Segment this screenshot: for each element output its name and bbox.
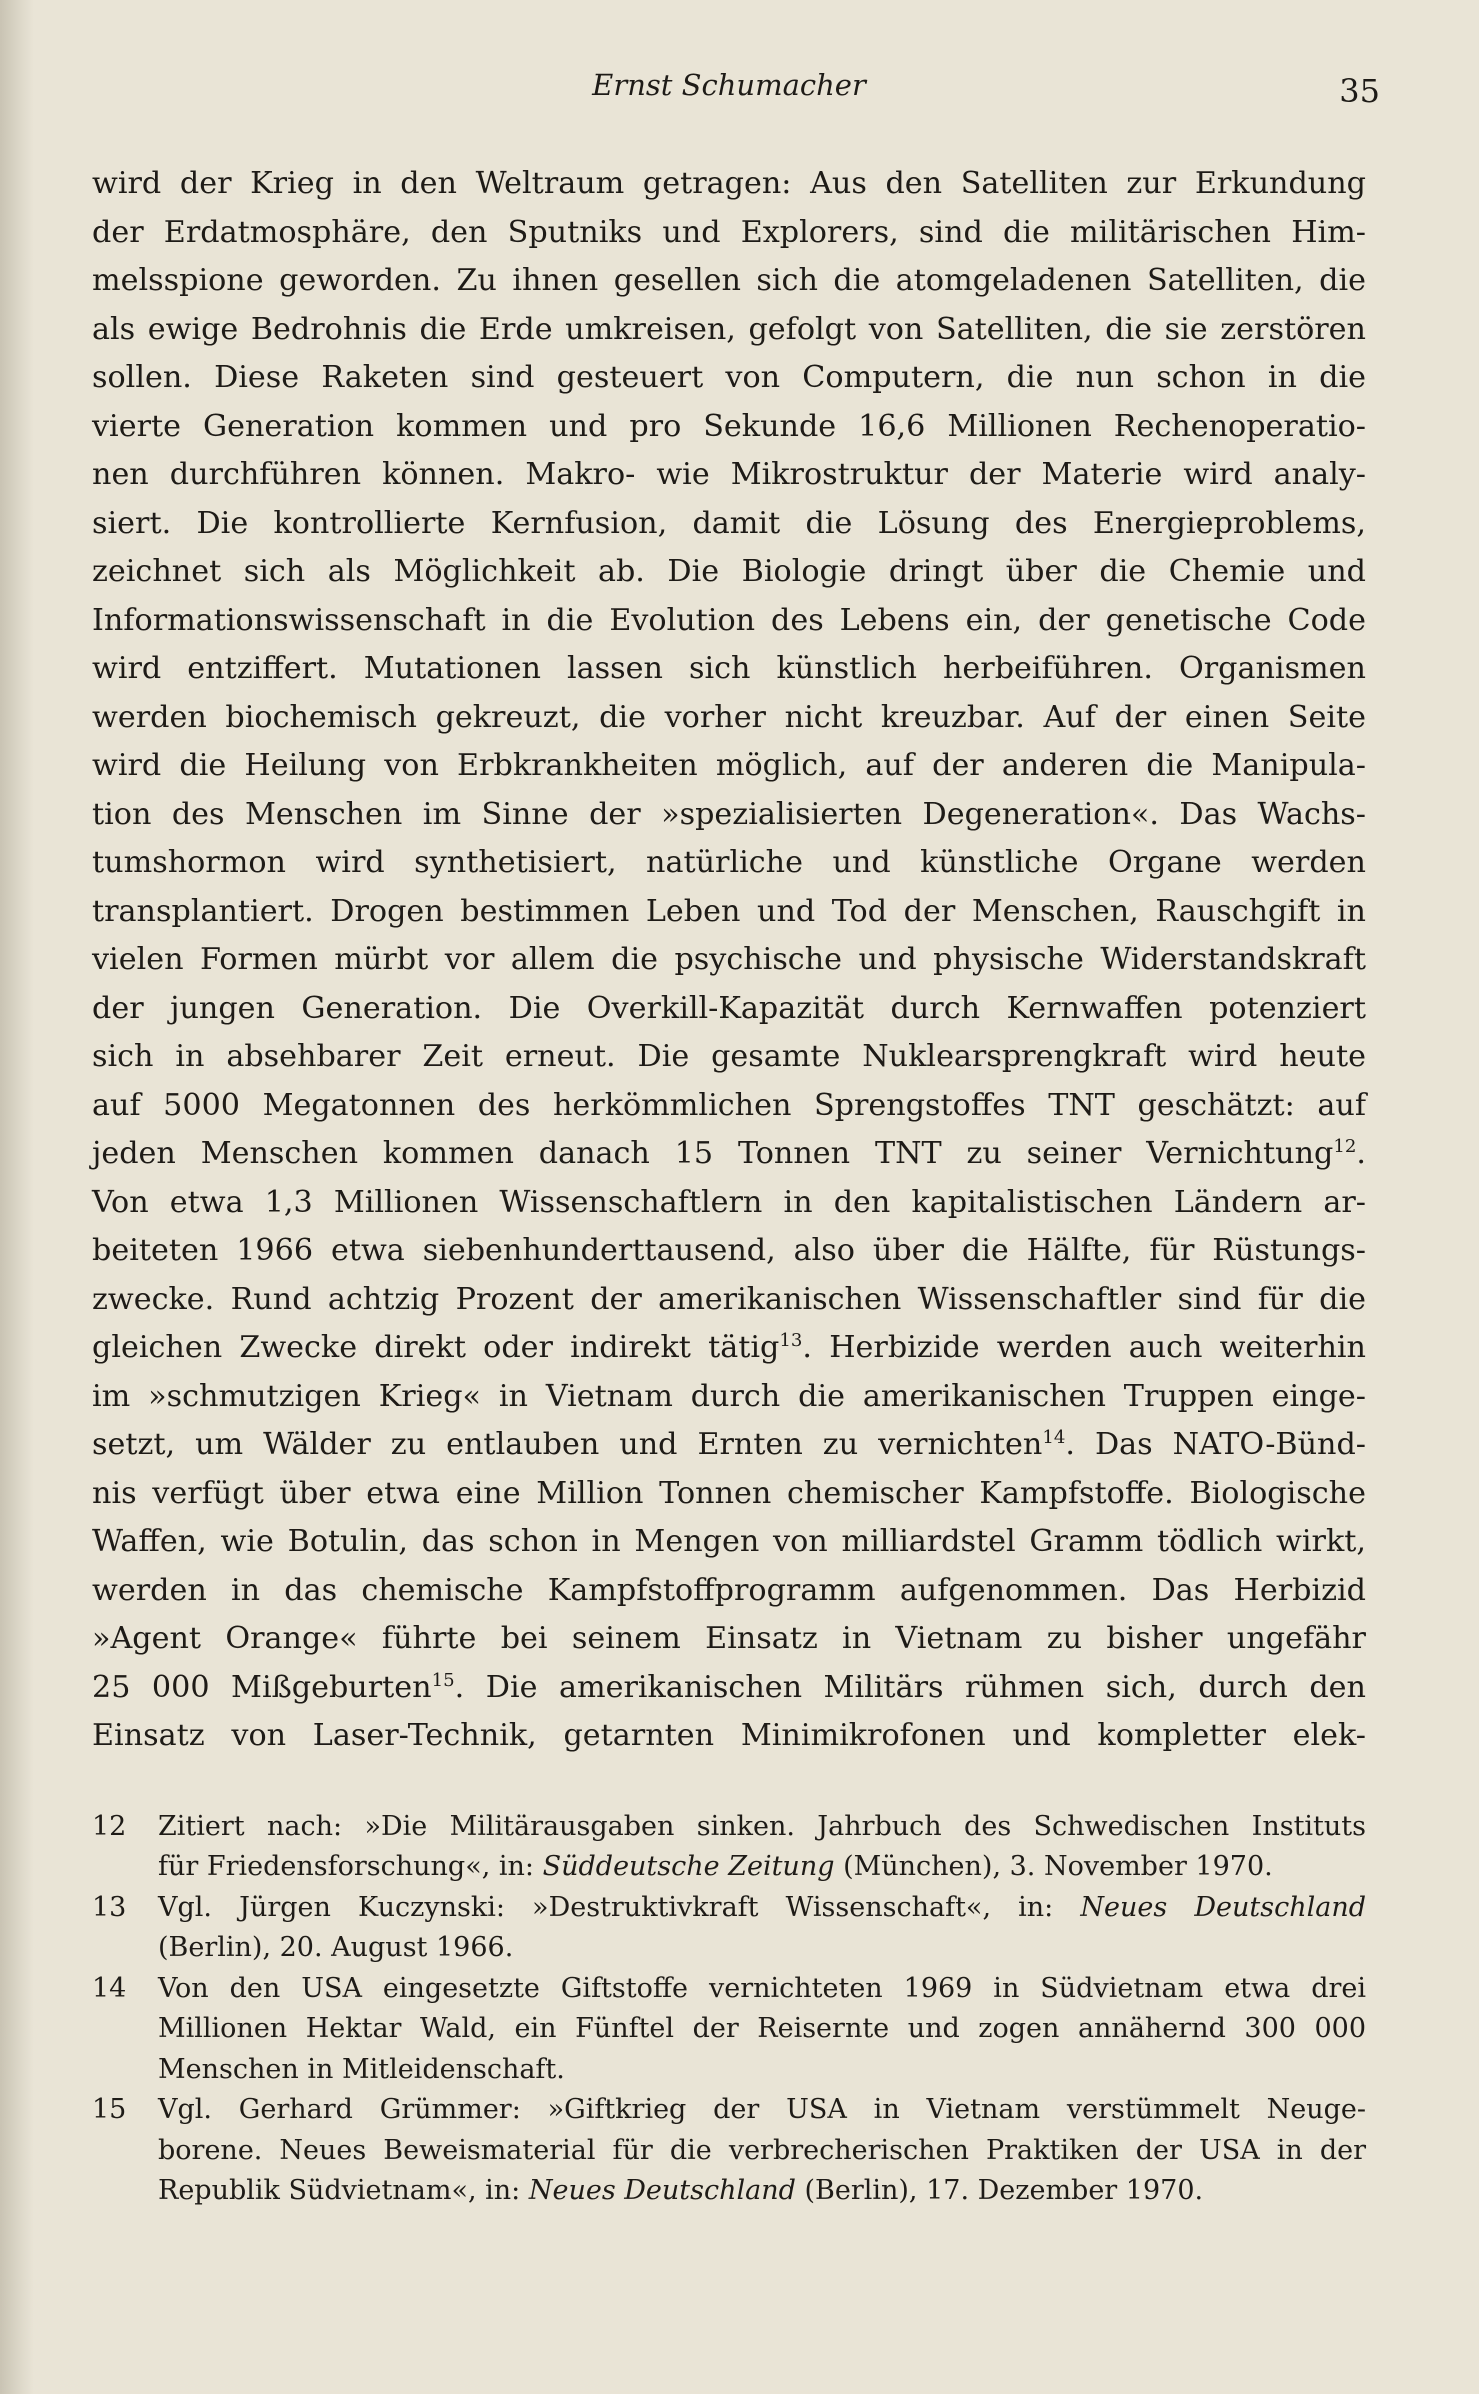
footnote-reference[interactable]: 13	[779, 1330, 803, 1352]
body-text	[92, 160, 1366, 1761]
footnote-line: Republik Südvietnam«, in: Neues Deutschland (Berlin), 17. Dezember 1970.	[158, 2175, 1204, 2206]
body-line	[92, 1179, 1366, 1228]
footnote-number: 15	[92, 2094, 127, 2125]
body-line-text: transplantiert. Drogen bestimmen Leben und Tod der Menschen, Rauschgift in	[92, 893, 1366, 929]
body-line	[92, 1033, 1366, 1082]
running-head: Ernst Schumacher	[592, 68, 866, 102]
body-line-text: auf 5000 Megatonnen des herkömmlichen Sprengstoffes TNT geschätzt: auf	[92, 1087, 1366, 1123]
body-line	[92, 1082, 1366, 1131]
body-line-text: werden biochemisch gekreuzt, die vorher nicht kreuzbar. Auf der einen Seite	[92, 699, 1366, 735]
footnote	[92, 1807, 1366, 1888]
body-line	[92, 1664, 1366, 1713]
body-line	[92, 257, 1366, 306]
body-line-text: wird die Heilung von Erbkrankheiten möglich, auf der anderen die Manipula-	[92, 748, 1366, 783]
body-line-text: sich in absehbarer Zeit erneut. Die gesamte Nuklearsprengkraft wird heute	[92, 1039, 1366, 1074]
body-line-text: 25 000 Mißgeburten	[92, 1669, 432, 1705]
footnote-text	[158, 2090, 1366, 2212]
book-page	[92, 60, 1380, 2212]
body-line-text: melsspione geworden. Zu ihnen gesellen sich die atomgeladenen Satelliten, die	[92, 263, 1366, 298]
body-line	[92, 1227, 1366, 1276]
body-line	[92, 936, 1366, 985]
body-line-text: beiteten 1966 etwa siebenhunderttausend, also über die Hälfte, für Rüstungs-	[92, 1233, 1366, 1268]
body-line-text: nis verfügt über etwa eine Million Tonnen chemischer Kampfstoffe. Biologische	[92, 1475, 1366, 1511]
body-line	[92, 645, 1366, 694]
footnote-text	[158, 1888, 1366, 1969]
body-line-text: wird der Krieg in den Weltraum getragen: Aus den Satelliten zur Erkundung	[92, 166, 1366, 201]
footnote-text	[158, 1969, 1366, 2091]
publication-title: Neues Deutschland	[1080, 1891, 1366, 1923]
body-line-text: zwecke. Rund achtzig Prozent der amerikanischen Wissenschaftler sind für die	[92, 1281, 1366, 1317]
body-line-text: setzt, um Wälder zu entlauben und Ernten zu vernichten	[92, 1427, 1043, 1462]
body-line-text: Von etwa 1,3 Millionen Wissenschaftlern in den kapitalistischen Ländern ar-	[92, 1184, 1366, 1220]
body-line	[92, 403, 1366, 452]
body-line-text-continued: . Die amerikanischen Militärs rühmen sich, durch den	[454, 1669, 1366, 1705]
body-line	[92, 1518, 1366, 1567]
body-line-text: siert. Die kontrollierte Kernfusion, damit die Lösung des Energieproblems,	[92, 505, 1366, 541]
footnote-reference[interactable]: 15	[431, 1669, 455, 1691]
footnote-line: Zitiert nach: »Die Militärausgaben sinken. Jahrbuch des Schwedischen Instituts	[158, 1810, 1366, 1842]
footnote-line: Vgl. Gerhard Grümmer: »Giftkrieg der USA in Vietnam verstümmelt Neuge-	[158, 2094, 1366, 2125]
body-line-text: zeichnet sich als Möglichkeit ab. Die Biologie dringt über die Chemie und	[92, 554, 1366, 589]
body-line	[92, 354, 1366, 403]
body-line	[92, 209, 1366, 258]
body-line	[92, 888, 1366, 937]
body-line-text: wird entziffert. Mutationen lassen sich künstlich herbeiführen. Organismen	[92, 651, 1366, 686]
body-line	[92, 1470, 1366, 1519]
body-line	[92, 791, 1366, 840]
body-line-text: nen durchführen können. Makro- wie Mikrostruktur der Materie wird analy-	[92, 457, 1366, 492]
body-line-text-continued: . Das NATO-Bünd-	[1065, 1427, 1366, 1462]
publication-title: Süddeutsche Zeitung	[542, 1851, 835, 1882]
page-header	[92, 60, 1380, 120]
body-line-text: vierte Generation kommen und pro Sekunde 16,6 Millionen Rechenoperatio-	[92, 408, 1366, 444]
footnote	[92, 1969, 1366, 2091]
body-line	[92, 694, 1366, 743]
body-line-text-continued: . Herbizide werden auch weiterhin	[802, 1330, 1366, 1365]
body-line-text: im »schmutzigen Krieg« in Vietnam durch die amerikanischen Truppen einge-	[92, 1378, 1366, 1414]
footnote-number: 14	[92, 1972, 127, 2004]
body-line-text: tumshormon wird synthetisiert, natürliche und künstliche Organe werden	[92, 845, 1366, 880]
footnote-line: Von den USA eingesetzte Giftstoffe vernichteten 1969 in Südvietnam etwa drei	[158, 1972, 1366, 2004]
page-number: 35	[1339, 72, 1380, 110]
body-line-text: tion des Menschen im Sinne der »spezialisierten Degeneration«. Das Wachs-	[92, 796, 1366, 832]
body-line	[92, 1324, 1366, 1373]
footnote-line: (Berlin), 20. August 1966.	[158, 1932, 514, 1963]
body-line-text: jeden Menschen kommen danach 15 Tonnen TNT zu seiner Vernichtung	[92, 1136, 1334, 1171]
body-line	[92, 1712, 1366, 1761]
body-line-text-continued: .	[1356, 1136, 1366, 1171]
body-line	[92, 1567, 1366, 1616]
body-line	[92, 500, 1366, 549]
publication-title: Neues Deutschland	[528, 2175, 796, 2206]
footnote-line: Vgl. Jürgen Kuczynski: »Destruktivkraft Wissenschaft«, in: Neues Deutschland	[158, 1891, 1366, 1923]
body-line	[92, 1615, 1366, 1664]
footnote-text	[158, 1807, 1366, 1888]
body-line-text: gleichen Zwecke direkt oder indirekt tätig	[92, 1330, 780, 1365]
body-line	[92, 1373, 1366, 1422]
body-line	[92, 742, 1366, 791]
body-line-text: »Agent Orange« führte bei seinem Einsatz in Vietnam zu bisher ungefähr	[92, 1621, 1366, 1656]
body-line-text: der Erdatmosphäre, den Sputniks und Explorers, sind die militärischen Him-	[92, 214, 1366, 250]
body-line-text: Einsatz von Laser-Technik, getarnten Minimikrofonen und kompletter elek-	[92, 1718, 1366, 1753]
body-line	[92, 1276, 1366, 1325]
footnote-line: Menschen in Mitleidenschaft.	[158, 2053, 565, 2085]
footnote-reference[interactable]: 14	[1042, 1427, 1066, 1449]
footnote-number: 12	[92, 1810, 127, 1842]
body-line	[92, 985, 1366, 1034]
footnote-line: borene. Neues Beweismaterial für die verbrecherischen Praktiken der USA in der	[158, 2134, 1366, 2166]
footnotes	[92, 1807, 1366, 2212]
body-line-text: der jungen Generation. Die Overkill-Kapazität durch Kernwaffen potenziert	[92, 990, 1366, 1026]
body-line-text: vielen Formen mürbt vor allem die psychische und physische Widerstandskraft	[92, 942, 1366, 977]
footnote-reference[interactable]: 12	[1333, 1136, 1357, 1158]
footnote	[92, 2090, 1366, 2212]
body-line-text: als ewige Bedrohnis die Erde umkreisen, gefolgt von Satelliten, die sie zerstören	[92, 311, 1366, 347]
body-line	[92, 306, 1366, 355]
body-line	[92, 451, 1366, 500]
body-line	[92, 1421, 1366, 1470]
body-line-text: Informationswissenschaft in die Evolution des Lebens ein, der genetische Code	[92, 602, 1366, 638]
body-line-text: Waffen, wie Botulin, das schon in Mengen von milliardstel Gramm tödlich wirkt,	[92, 1524, 1366, 1559]
body-line	[92, 839, 1366, 888]
body-line	[92, 548, 1366, 597]
body-line	[92, 160, 1366, 209]
body-line-text: sollen. Diese Raketen sind gesteuert von Computern, die nun schon in die	[92, 360, 1366, 395]
footnote-line: für Friedensforschung«, in: Süddeutsche Zeitung (München), 3. November 1970.	[158, 1851, 1273, 1882]
footnote-number: 13	[92, 1891, 127, 1923]
book-binding-shadow	[0, 0, 34, 2394]
footnote-line: Millionen Hektar Wald, ein Fünftel der Reisernte und zogen annähernd 300 000	[158, 2013, 1366, 2044]
body-line	[92, 1130, 1366, 1179]
footnote	[92, 1888, 1366, 1969]
body-line	[92, 597, 1366, 646]
body-line-text: werden in das chemische Kampfstoffprogramm aufgenommen. Das Herbizid	[92, 1572, 1366, 1608]
